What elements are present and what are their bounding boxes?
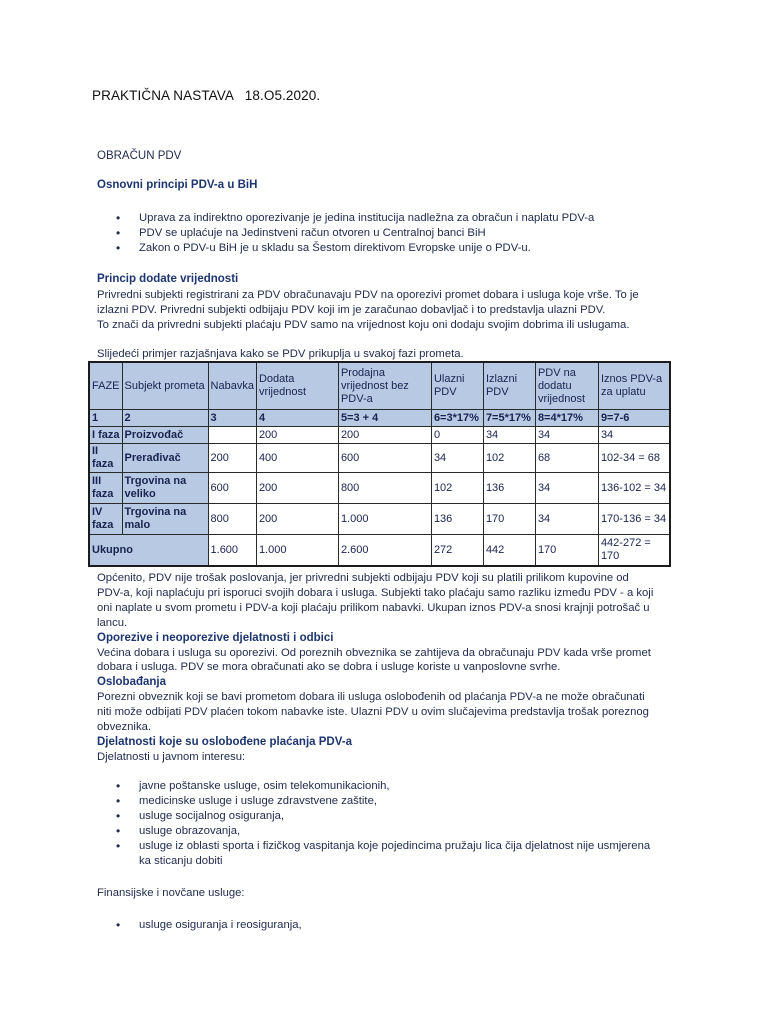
- list-item: • javne poštanske usluge, osim telekomunikacionih,: [97, 779, 742, 794]
- table-cell: 136: [483, 473, 535, 504]
- list-item: • usluge osiguranja i reosiguranja,: [97, 918, 742, 933]
- table-cell: 34: [483, 427, 535, 444]
- general-paragraph: [97, 571, 742, 765]
- table-cell: 442-272 = 170: [598, 535, 670, 567]
- table-header-cell: Iznos PDV-a za uplatu: [598, 362, 670, 410]
- table-cell: 2.600: [338, 535, 431, 567]
- table-total-row: [89, 535, 670, 567]
- table-header-cell: Izlazni PDV: [483, 362, 535, 410]
- table-cell: 9=7-6: [598, 410, 670, 427]
- exemption-heading: Oslobađanja: [97, 676, 167, 689]
- paragraph-line: Većina dobara i usluga su oporezivi. Od poreznih obveznika se zahtijeva da obračunaju PDV kada vrše promet: [97, 646, 651, 659]
- list-item: • usluge socijalnog osiguranja,: [97, 809, 742, 824]
- principles-heading: Osnovni principi PDV-a u BiH: [97, 179, 258, 191]
- table-cell: 102-34 = 68: [598, 444, 670, 473]
- paragraph-line: lancu.: [97, 616, 128, 629]
- table-cell: 800: [338, 473, 431, 504]
- table-row: [89, 427, 670, 444]
- table-row: [89, 504, 670, 535]
- table-row-header: II faza: [89, 444, 122, 473]
- list-item-continuation: [97, 854, 742, 869]
- continuation-text: ka sticanju dobiti: [139, 855, 223, 867]
- table-cell: 200: [256, 473, 338, 504]
- table-cell: 34: [431, 444, 483, 473]
- paragraph-line: To znači da privredni subjekti plaćaju PDV samo na vrijednost koju oni dodaju svojim dobrima ili uslugama.: [97, 318, 630, 331]
- exempt-activities-heading: Djelatnosti koje su oslobođene plaćanja PDV-a: [97, 735, 352, 748]
- table-cell: 170: [483, 504, 535, 535]
- table-row-header: Trgovina na veliko: [122, 473, 208, 504]
- added-value-heading: Princip dodate vrijednosti: [97, 273, 239, 285]
- vat-table: [88, 361, 671, 567]
- table-row-header: Trgovina na malo: [122, 504, 208, 535]
- table-cell: 3: [208, 410, 256, 427]
- paragraph-line: izlazni PDV. Privredni subjekti odbijaju PDV koji im je zaračunao dobavljač i to predstavlja ulazni PDV.: [97, 303, 606, 316]
- table-cell: 4: [256, 410, 338, 427]
- paragraph-line: Djelatnosti u javnom interesu:: [97, 750, 246, 763]
- table-cell: 1.000: [256, 535, 338, 567]
- table-row-header: Proizvođač: [122, 427, 208, 444]
- table-cell: 200: [256, 504, 338, 535]
- table-row: [89, 444, 670, 473]
- table-cell: 400: [256, 444, 338, 473]
- paragraph-line: PDV-a, koji naplaćuju pri isporuci svojih dobara i usluga. Subjekti tako plaćaju samo razliku između PDV - a koji: [97, 586, 654, 599]
- list-item: • PDV se uplaćuje na Jedinstveni račun otvoren u Centralnoj banci BiH: [97, 226, 737, 241]
- table-cell: 34: [598, 427, 670, 444]
- table-header-cell: FAZE: [89, 362, 122, 410]
- table-cell: 1.000: [338, 504, 431, 535]
- table-cell: 5=3 + 4: [338, 410, 431, 427]
- table-cell: 600: [208, 473, 256, 504]
- financial-intro: Finansijske i novčane usluge:: [97, 887, 245, 899]
- financial-list: [97, 918, 742, 933]
- table-cell: 1: [89, 410, 122, 427]
- paragraph-line: Porezni obveznik koji se bavi prometom dobara ili usluga oslobođenih od plaćanja PDV-a ne može obračunati: [97, 691, 645, 704]
- table-row-header: Ukupno: [89, 535, 208, 567]
- table-cell: 2: [122, 410, 208, 427]
- table-header-row: [89, 362, 670, 410]
- table-cell: 800: [208, 504, 256, 535]
- paragraph-line: Općenito, PDV nije trošak poslovanja, jer privredni subjekti odbijaju PDV koji su platili prilikom kupovine od: [97, 572, 629, 584]
- table-cell: 200: [208, 444, 256, 473]
- example-intro: Slijedeći primjer razjašnjava kako se PDV prikuplja u svakoj fazi prometa.: [97, 348, 464, 360]
- table-cell: 136-102 = 34: [598, 473, 670, 504]
- table-cell: 200: [338, 427, 431, 444]
- table-header-cell: Subjekt prometa: [122, 362, 208, 410]
- table-cell: [208, 427, 256, 444]
- table-cell: 170: [535, 535, 598, 567]
- table-cell: 170-136 = 34: [598, 504, 670, 535]
- section-title: OBRAČUN PDV: [97, 150, 182, 162]
- table-row-header: IV faza: [89, 504, 122, 535]
- paragraph-line: oni naplate u svom prometu i PDV-a koji plaćaju prilikom nabavki. Ukupan iznos PDV-a snosi krajnji potrošač u: [97, 601, 650, 614]
- taxable-heading: Oporezive i neoporezive djelatnosti i odbici: [97, 631, 334, 644]
- table-cell: 102: [431, 473, 483, 504]
- table-cell: 600: [338, 444, 431, 473]
- table-cell: 7=5*17%: [483, 410, 535, 427]
- table-cell: 34: [535, 427, 598, 444]
- table-row: [89, 473, 670, 504]
- added-value-text: [97, 288, 737, 333]
- paragraph-line: obveznika.: [97, 721, 152, 734]
- table-cell: 6=3*17%: [431, 410, 483, 427]
- table-cell: 1.600: [208, 535, 256, 567]
- table-number-row: [89, 410, 670, 427]
- table-cell: 8=4*17%: [535, 410, 598, 427]
- list-item: • Uprava za indirektno oporezivanje je jedina institucija nadležna za obračun i naplatu PDV-a: [97, 211, 737, 226]
- paragraph-line: dobara i usluga. PDV se mora obračunati ako se dobra i usluge koriste u vanposlovne svrhe.: [97, 661, 561, 674]
- list-item: • Zakon o PDV-u BiH je u skladu sa Šestom direktivom Evropske unije o PDV-u.: [97, 241, 737, 256]
- table-row-header: I faza: [89, 427, 122, 444]
- list-item: • medicinske usluge i usluge zdravstvene zaštite,: [97, 794, 742, 809]
- exempt-activities-list: [97, 779, 742, 869]
- table-header-cell: Nabavka: [208, 362, 256, 410]
- table-header-cell: Ulazni PDV: [431, 362, 483, 410]
- table-header-cell: Prodajna vrijednost bez PDV-a: [338, 362, 431, 410]
- table-cell: 102: [483, 444, 535, 473]
- table-cell: 0: [431, 427, 483, 444]
- table-row-header: Prerađivač: [122, 444, 208, 473]
- paragraph-line: Privredni subjekti registrirani za PDV obračunavaju PDV na oporezivi promet dobara i usluga koje vrše. To je: [97, 289, 639, 301]
- table-cell: 272: [431, 535, 483, 567]
- table-header-cell: PDV na dodatu vrijednost: [535, 362, 598, 410]
- paragraph-line: niti može odbijati PDV plaćen tokom nabavke iste. Ulazni PDV u ovim slučajevima predstavlja trošak poreznog: [97, 706, 649, 719]
- table-cell: 68: [535, 444, 598, 473]
- table-cell: 34: [535, 504, 598, 535]
- list-item: • usluge obrazovanja,: [97, 824, 742, 839]
- page-title: PRAKTIČNA NASTAVA 18.O5.2020.: [92, 88, 321, 103]
- table-cell: 442: [483, 535, 535, 567]
- table-header-cell: Dodata vrijednost: [256, 362, 338, 410]
- table-cell: 200: [256, 427, 338, 444]
- table-cell: 34: [535, 473, 598, 504]
- table-row-header: III faza: [89, 473, 122, 504]
- principles-list: [97, 211, 737, 256]
- list-item: • usluge iz oblasti sporta i fizičkog vaspitanja koje pojedincima pružaju lica čija djelatnost nije usmjerena: [97, 839, 742, 854]
- table-cell: 136: [431, 504, 483, 535]
